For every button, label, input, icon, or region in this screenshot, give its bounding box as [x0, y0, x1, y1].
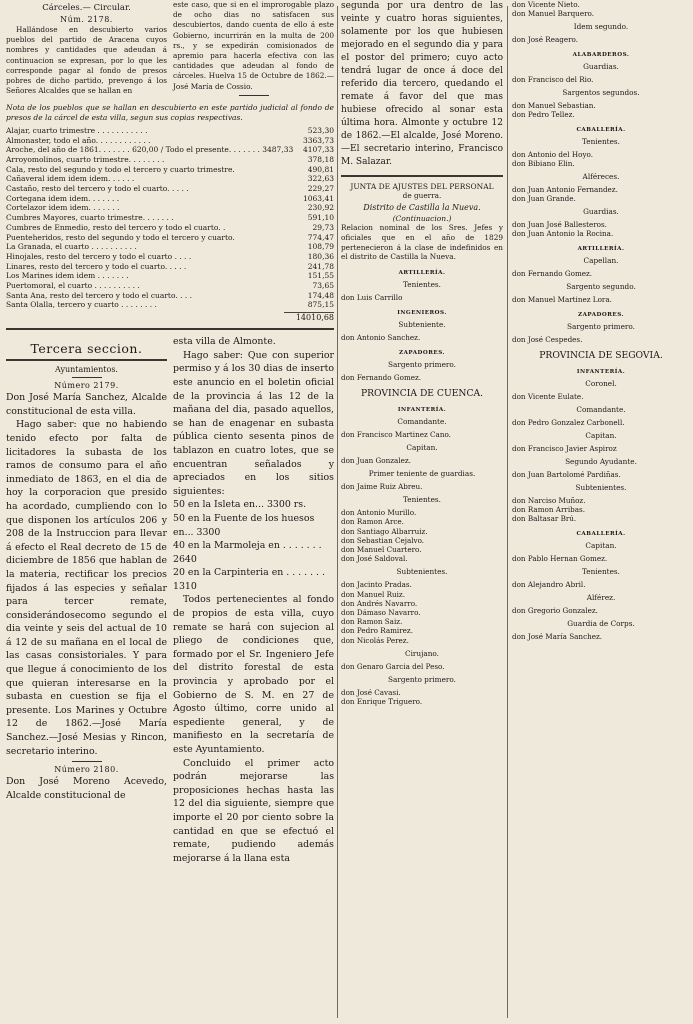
- tercera-block: [6, 335, 334, 865]
- debtor-amount: 875,15: [307, 300, 334, 310]
- debtor-name: Santa Olalla, tercero y cuarto . . . . . . . .: [6, 300, 157, 310]
- arm-heading: CABALLERÍA.: [576, 127, 626, 133]
- debtor-amount: 3363,73: [302, 135, 334, 145]
- officer-name: don Francisco Javier Aspiroz: [512, 444, 617, 453]
- rank-heading: Comandante.: [397, 417, 447, 427]
- officer-name: don Juan Antonio Fernandez.: [512, 185, 618, 194]
- debtor-name: Cala, resto del segundo y todo el tercero y cuarto trimestre.: [6, 164, 235, 174]
- debtor-row: [6, 126, 334, 136]
- debtor-amount: 230,92: [307, 203, 334, 213]
- debtor-name: Cortegana idem idem. . . . . . .: [6, 193, 120, 203]
- officer-name: don José María Sanchez.: [512, 632, 603, 641]
- debtor-row: [6, 136, 334, 146]
- province-heading: PROVINCIA DE SEGOVIA.: [539, 350, 663, 361]
- junta-subheading: de guerra.: [402, 191, 442, 200]
- officer-name: don Manuel Cuartero.: [341, 545, 422, 554]
- debtor-row: [6, 281, 334, 291]
- officer-name: don Fernando Gomez.: [512, 269, 593, 278]
- column-middle: [341, 0, 503, 1024]
- arm-heading: CABALLERÍA.: [576, 531, 626, 537]
- debtor-amount: 591,10: [307, 213, 334, 223]
- ayuntamientos-heading: Ayuntamientos.: [55, 365, 118, 375]
- notice-2180-body: Hago saber: Que con superior permiso y á los 30 dias de inserto este anuncio en el boletin oficial de la provincia á las 12 de la mañana del dia, pasado aquellos, se han de enagenar en subasta pública ciento sesenta pinos de tablazon en cuatro lotes, que se encuentran señalados y apreciados en los sitios siguientes:: [173, 349, 334, 497]
- arm-heading: ALABARDEROS.: [572, 52, 630, 58]
- lot-item: 40 en la Marmoleja en . . . . . . . 2640: [173, 540, 322, 565]
- debtor-name: Cortelazor idem idem. . . . . . .: [6, 203, 120, 213]
- notice-number-2179: Número 2179.: [54, 381, 119, 391]
- debtor-row: [6, 291, 334, 301]
- officer-name: don Enrique Triguero.: [341, 696, 423, 706]
- officer-name: don Antonio Sanchez.: [341, 333, 421, 343]
- debtor-name: Arroyomolinos, cuarto trimestre. . . . . . . .: [6, 154, 165, 164]
- officer-name: don Manuel Ruiz.: [341, 589, 405, 599]
- rank-heading: Primer teniente de guardias.: [368, 469, 476, 479]
- officer-name: don Antonio Murillo.: [341, 508, 417, 518]
- rank-heading: Coronel.: [585, 379, 617, 388]
- divider: [72, 377, 102, 378]
- rank-heading: Comandante.: [576, 405, 626, 414]
- rank-heading: Guardias.: [583, 207, 619, 216]
- debtor-row: [6, 271, 334, 281]
- debtor-amount: 108,79: [307, 242, 334, 252]
- debtor-row: [6, 203, 334, 213]
- rank-heading: Subtenientes.: [396, 567, 448, 577]
- rank-heading: Tenientes.: [403, 495, 441, 505]
- debtor-row: [6, 213, 334, 223]
- officer-name: don José Cavasi.: [341, 687, 401, 697]
- subtenientes-list: [341, 580, 503, 644]
- divider: [72, 761, 102, 762]
- officer-name: don Juan Bartolomé Pardiñas.: [512, 470, 621, 479]
- debtor-table: [6, 126, 334, 310]
- debtor-name: Linares, resto del tercero y todo el cuarto. . . . .: [6, 261, 187, 271]
- notice-2180-conditions: Todos pertenecientes al fondo de propios de esta villa, cuyo remate se hará con sujecion al pliego de condiciones que, formado por el Sr. Ingeniero Jefe del distrito forestal de esta provincia y aprobado por el Gobierno de S. M. en 27 de Agosto último, corre unido al espediente general, y de manifiesto en la secretaría de este Ayuntamiento.: [173, 594, 334, 755]
- notice-2180-bidding: Concluido el primer acto podrán mejorarse las proposiciones hechas hasta las 12 del dia siguiente, siempre que importe el 20 por ciento sobre la cantidad en que se efectuó el remate, pudiendo además mejorarse á la llana esta: [173, 757, 334, 864]
- column-rule: [507, 6, 508, 1018]
- section-rule: [341, 175, 503, 177]
- debtor-amount: 29,73: [312, 222, 334, 232]
- officer-name: don Nicolás Perez.: [341, 635, 409, 645]
- rank-heading: Sargento primero.: [388, 674, 456, 684]
- debtor-name: Hinojales, resto del tercero y todo el cuarto . . . .: [6, 251, 192, 261]
- rank-heading: Sargento primero.: [567, 322, 635, 331]
- notice-2179-header: Don José María Sanchez, Alcalde constitucional de esta villa.: [6, 392, 167, 417]
- debtor-amount: 4107,33: [302, 145, 334, 155]
- lot-item: 50 en la Isleta en... 3300 rs.: [173, 499, 307, 511]
- notice-2180-header: Don José Moreno Acevedo, Alcalde constitucional de: [6, 776, 167, 801]
- rank-heading: Capitan.: [585, 431, 617, 440]
- officer-name: don José Reagero.: [512, 35, 579, 44]
- debtor-row: [6, 174, 334, 184]
- junta-heading: JUNTA DE AJUSTES DEL PERSONAL: [350, 182, 494, 191]
- officer-name: don Genaro Garcia del Peso.: [341, 661, 445, 671]
- province-heading: PROVINCIA DE CUENCA.: [360, 388, 484, 400]
- debtor-name: Alajar, cuarto trimestre . . . . . . . . . . .: [6, 125, 148, 135]
- distrito-heading: Distrito de Castilla la Nueva.: [363, 203, 481, 212]
- rank-heading: Subteniente.: [398, 320, 446, 330]
- rank-heading: Subtenientes.: [575, 483, 627, 492]
- officer-name: don Bibiano Elin.: [512, 159, 575, 168]
- debtor-amount: 490,81: [307, 164, 334, 174]
- rank-heading: Segundo Ayudante.: [565, 457, 637, 466]
- officer-name: don José Saldoval.: [341, 554, 408, 564]
- divider: [239, 95, 269, 96]
- rank-heading: Tenientes.: [582, 137, 620, 146]
- officer-name: don Antonio del Hoyo.: [512, 150, 593, 159]
- debtor-list-intro: Nota de los pueblos que se hallan en descubierto en este partido judicial al fondo de presos de la cárcel de esta villa, segun sus copias respectivas.: [6, 102, 334, 122]
- carceles-heading: Cárceles.— Circular.: [42, 3, 131, 13]
- debtor-row: [6, 223, 334, 233]
- arm-heading: INGENIEROS.: [397, 310, 447, 317]
- arm-heading: INFANTERÍA.: [576, 369, 626, 375]
- notice-number-2178: Núm. 2178.: [60, 15, 113, 24]
- relacion-intro: Relacion nominal de los Sres. Jefes y oficiales que en el año de 1829 pertenecieron á la clase de indefinidos en el distrito de Castilla la Nueva.: [341, 223, 503, 262]
- rank-heading: Tenientes.: [582, 567, 620, 576]
- officer-name: don Andrés Navarro.: [341, 598, 418, 608]
- debtor-row: [6, 184, 334, 194]
- rank-heading: Guardia de Corps.: [567, 619, 635, 628]
- officer-name: don José Cespedes.: [512, 335, 583, 344]
- lot-item: 20 en la Carpinteria en . . . . . . . 1310: [173, 567, 325, 592]
- arm-heading: ARTILLERÍA.: [398, 270, 446, 277]
- officer-name: don Pedro Ramirez.: [341, 626, 413, 636]
- column-right: [512, 0, 690, 1024]
- debtor-amount: 523,30: [307, 125, 334, 135]
- officer-name: don Alejandro Abril.: [512, 580, 586, 589]
- rank-heading: Alférez.: [586, 593, 616, 602]
- officer-name: don Dámaso Navarro.: [341, 608, 421, 618]
- officer-name: don Sebastian Cejalvo.: [341, 535, 425, 545]
- debtor-amount: 73,65: [312, 281, 334, 291]
- debtor-amount: 774,47: [307, 232, 334, 242]
- officer-name: don Pedro Gonzalez Carbonell.: [512, 418, 625, 427]
- officer-name: don Manuel Sebastian.: [512, 101, 596, 110]
- rank-heading: Alféreces.: [582, 172, 620, 181]
- column-rule: [337, 6, 338, 1018]
- officer-name: don Francisco Martinez Cano.: [341, 430, 451, 440]
- rank-heading: Capellan.: [583, 256, 619, 265]
- rank-heading: Sargentos segundos.: [562, 88, 640, 97]
- rank-heading: Guardias.: [583, 62, 619, 71]
- debtor-name: Puertomoral, el cuarto . . . . . . . . . .: [6, 281, 140, 291]
- debtor-name: Cumbres Mayores, cuarto trimestre. . . . . . .: [6, 213, 174, 223]
- debtor-row: [6, 233, 334, 243]
- debtor-row: [6, 165, 334, 175]
- debtor-name: Aroche, del año de 1861. . . . . . . 620,00 / Todo el presente. . . . . . . 3487,33: [6, 145, 294, 155]
- debtor-total: 14010,68: [284, 312, 334, 322]
- notice-2180-closing: segunda por ura dentro de las veinte y cuatro horas siguientes, solamente por los que hubiesen mejorado en el segundo dia y para el postor del primero; cuyo acto tendrá lugar de once á doce del referido dia tercero, quedando el remate á favor del que mas hubiese ofrecido al sonar esta última hora. Almonte y octubre 12 de 1862.—El alcalde, José Moreno.—El secretario interino, Francisco M. Salazar.: [341, 1, 503, 167]
- officer-name: don Jaime Ruiz Abreu.: [341, 482, 423, 492]
- divider: [6, 359, 167, 361]
- officer-name: don Luis Carrillo: [341, 293, 403, 303]
- officer-name: don Vicente Eulate.: [512, 392, 584, 401]
- officer-name: don Manuel Martinez Lora.: [512, 295, 612, 304]
- officer-name: don Narciso Muñoz.: [512, 496, 586, 505]
- rank-heading: Sargento segundo.: [566, 282, 636, 291]
- debtor-row: [6, 262, 334, 272]
- debtor-row: [6, 155, 334, 165]
- debtor-name: Castaño, resto del tercero y todo el cuarto. . . . .: [6, 184, 189, 194]
- arm-heading: ZAPADORES.: [578, 312, 624, 318]
- officer-name: don Gregorio Gonzalez.: [512, 606, 598, 615]
- rank-heading: Sargento primero.: [388, 360, 456, 370]
- notice-number-2180: Número 2180.: [54, 765, 119, 775]
- debtor-name: Cañaveral idem idem idem. . . . . .: [6, 174, 135, 184]
- tenientes-list: [341, 508, 503, 563]
- officer-name: don Francisco del Rio.: [512, 75, 594, 84]
- arm-heading: INFANTERÍA.: [397, 407, 447, 414]
- rank-heading: Idem segundo.: [573, 22, 629, 31]
- debtor-row: [6, 242, 334, 252]
- debtor-name: La Granada, el cuarto . . . . . . . . . .: [6, 242, 137, 252]
- tercera-seccion-heading: Tercera seccion.: [30, 341, 143, 357]
- debtor-name: Almonaster, todo el año. . . . . . . . . . . .: [6, 135, 151, 145]
- officer-name: don Juan José Ballesteros.: [512, 220, 607, 229]
- notice-2180-header-cont: esta villa de Almonte.: [173, 336, 276, 348]
- debtor-name: Santa Ana, resto del tercero y todo el cuarto. . . .: [6, 290, 193, 300]
- carceles-text-left: Hallándose en descubierto varios pueblos del partido de Aracena cuyos nombres y cantidades que adeudan á continuacion se expresan, por lo que les corresponde pagar al fondo de presos pobres de dicho partido, prevengo á los Señores Alcaldes que se hallan en: [6, 25, 167, 96]
- debtor-row: [6, 145, 334, 155]
- arm-heading: ARTILLERÍA.: [577, 246, 625, 252]
- debtor-row: [6, 300, 334, 310]
- officer-name: don Ramon Arribas.: [512, 505, 585, 514]
- officer-name: don Juan Grande.: [512, 194, 576, 203]
- debtor-amount: 229,27: [307, 184, 334, 194]
- arm-heading: ZAPADORES.: [399, 350, 445, 357]
- debtor-amount: 241,78: [307, 261, 334, 271]
- officer-name: don Manuel Barquero.: [512, 9, 594, 18]
- officer-name: don Juan Gonzalez.: [341, 456, 411, 466]
- officer-name: don Fernando Gomez.: [341, 373, 422, 383]
- officer-name: don Pedro Tellez.: [512, 110, 575, 119]
- section-rule: [6, 328, 334, 330]
- column-left: [6, 0, 334, 1024]
- debtor-amount: 174,48: [307, 290, 334, 300]
- carceles-text-right: este caso, que si en el improrogable plazo de ocho dias no satisfacen sus descubiertos, dando cuenta de ello á este Gobierno, incurrirán en la multa de 200 rs., y se expedirán comisionados de apremio para hacerla efectiva con las cantidades que adeudan al fondo de cárceles. Huelva 15 de Octubre de 1862.—José María de Cossio.: [173, 0, 334, 91]
- notice-2179-body: Hago saber: que no habiendo tenido efecto por falta de licitadores la subasta de los ramos de consumo para el año inmediato de 1863, en el dia de hoy la corporacion que presido ha acordado, cumpliendo con lo que disponen los artículos 206 y 208 de la Instruccion para llevar á efecto el Real decreto de 15 de diciembre de 1856 que hablan de la materia, rectificar los precios fijados á las especies y señalar para tercer remate, considerándosecomo segundo el dia veinte y seis del actual de 10 á 12 de su mañana en el local de las casas consistoriales. Y para que llegue á conocimiento de los que quieran interesarse en la subasta en cuestion se fija el presente. Los Marines y Octubre 12 de 1862.—José María Sanchez.—José Mesias y Rincon, secretario interino.: [6, 419, 167, 757]
- rank-heading: Tenientes.: [403, 280, 441, 290]
- debtor-name: Puenteheridos, resto del segundo y todo el tercero y cuarto.: [6, 232, 235, 242]
- debtor-amount: 322,63: [307, 174, 334, 184]
- debtor-amount: 378,18: [307, 154, 334, 164]
- officer-name: don Santiago Albarruiz.: [341, 526, 428, 536]
- rank-heading: Capitan.: [585, 541, 617, 550]
- officer-name: don Pablo Hernan Gomez.: [512, 554, 608, 563]
- rank-heading: Capitan.: [406, 443, 438, 453]
- debtor-amount: 1063,41: [302, 193, 334, 203]
- debtor-amount: 151,55: [307, 271, 334, 281]
- debtor-row: [6, 194, 334, 204]
- officer-name: don Ramon Saiz.: [341, 617, 403, 627]
- rank-heading: Cirujano.: [404, 648, 439, 658]
- officer-name: don Jacinto Pradas.: [341, 580, 412, 590]
- officer-name: don Vicente Nieto.: [512, 0, 580, 9]
- officer-name: don Juan Antonio la Rocina.: [512, 229, 614, 238]
- debtor-name: Cumbres de Enmedio, resto del tercero y todo el cuarto. .: [6, 222, 226, 232]
- debtor-name: Los Marines idem idem . . . . . . .: [6, 271, 129, 281]
- carceles-block: [6, 0, 334, 99]
- officer-name: don Ramon Arce.: [341, 517, 404, 527]
- debtor-amount: 180,36: [307, 251, 334, 261]
- continuacion-label: (Continuacion.): [392, 214, 452, 223]
- officer-name: don Baltasar Brú.: [512, 514, 577, 523]
- debtor-row: [6, 252, 334, 262]
- lot-item: 50 en la Fuente de los huesos en... 3300: [173, 512, 315, 538]
